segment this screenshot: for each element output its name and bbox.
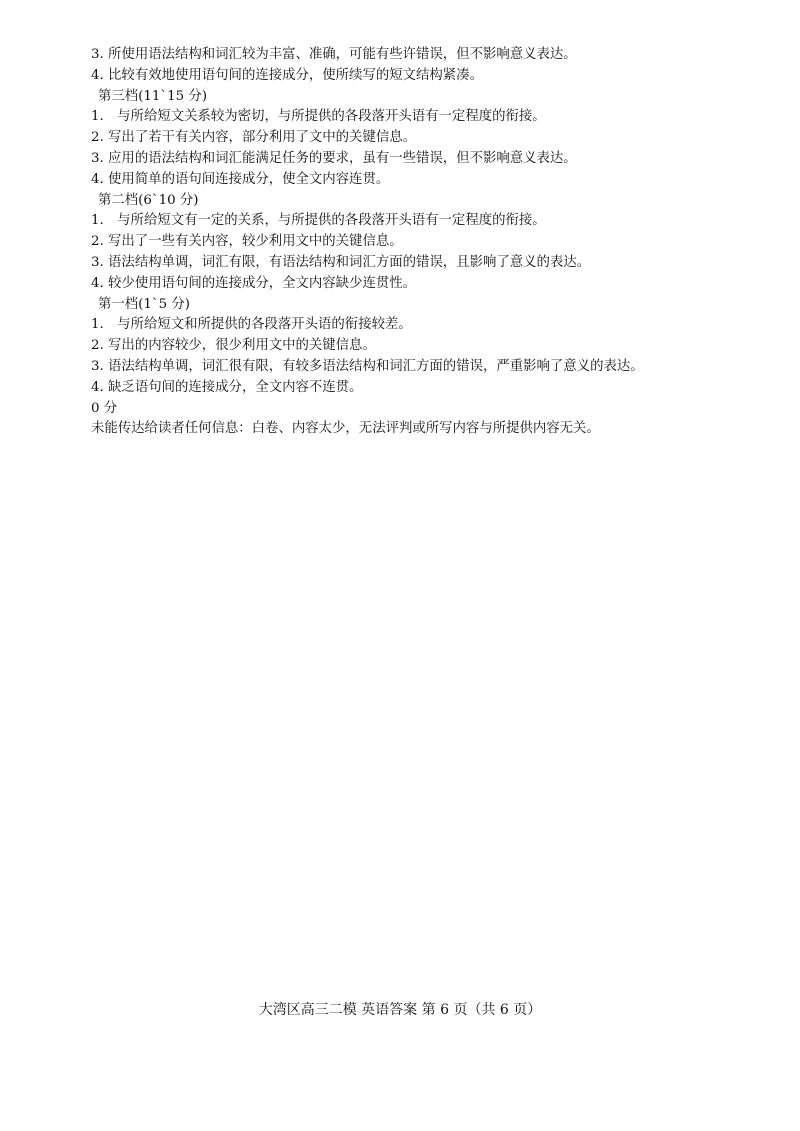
criterion-line: 3. 所使用语法结构和词汇较为丰富、准确，可能有些许错误，但不影响意义表达。 <box>91 47 577 62</box>
tier-heading-2: 第二档(6`10 分) <box>98 192 199 208</box>
criterion-line: 2. 写出的内容较少，很少利用文中的关键信息。 <box>91 338 376 354</box>
tier-heading-1: 第一档(1`5 分) <box>98 296 191 312</box>
criterion-line: 4. 缺乏语句间的连接成分，全文内容不连贯。 <box>91 379 363 395</box>
criterion-line: 3. 语法结构单调，词汇很有限，有较多语法结构和词汇方面的错误，严重影响了意义的表达。 <box>91 358 644 374</box>
criterion-line: 4. 比较有效地使用语句间的连接成分，使所续写的短文结构紧凑。 <box>91 67 483 83</box>
criterion-line: 2. 写出了一些有关内容，较少利用文中的关键信息。 <box>91 234 403 250</box>
criterion-line: 1. 与所给短文有一定的关系，与所提供的各段落开头语有一定程度的衔接。 <box>91 213 546 229</box>
criterion-line: 2. 写出了若干有关内容，部分利用了文中的关键信息。 <box>91 130 417 146</box>
criterion-line: 4. 较少使用语句间的连接成分，全文内容缺少连贯性。 <box>91 275 417 291</box>
document-body <box>91 45 741 440</box>
tier-heading-3: 第三档(11`15 分) <box>98 88 208 104</box>
criterion-line: 4. 使用简单的语句间连接成分，使全文内容连贯。 <box>91 171 390 187</box>
criterion-line: 3. 应用的语法结构和词汇能满足任务的要求，虽有一些错误，但不影响意义表达。 <box>91 150 577 166</box>
criterion-line: 1. 与所给短文关系较为密切，与所提供的各段落开头语有一定程度的衔接。 <box>91 109 546 125</box>
page-footer: 大湾区高三二模 英语答案 第 6 页（共 6 页） <box>258 1002 542 1018</box>
criterion-line: 未能传达给读者任何信息：白卷、内容太少，无法评判或所写内容与所提供内容无关。 <box>91 421 600 437</box>
criterion-line: 1. 与所给短文和所提供的各段落开头语的衔接较差。 <box>91 317 412 333</box>
criterion-line: 3. 语法结构单调，词汇有限，有语法结构和词汇方面的错误，且影响了意义的表达。 <box>91 254 591 270</box>
tier-heading-0: 0 分 <box>91 400 118 416</box>
